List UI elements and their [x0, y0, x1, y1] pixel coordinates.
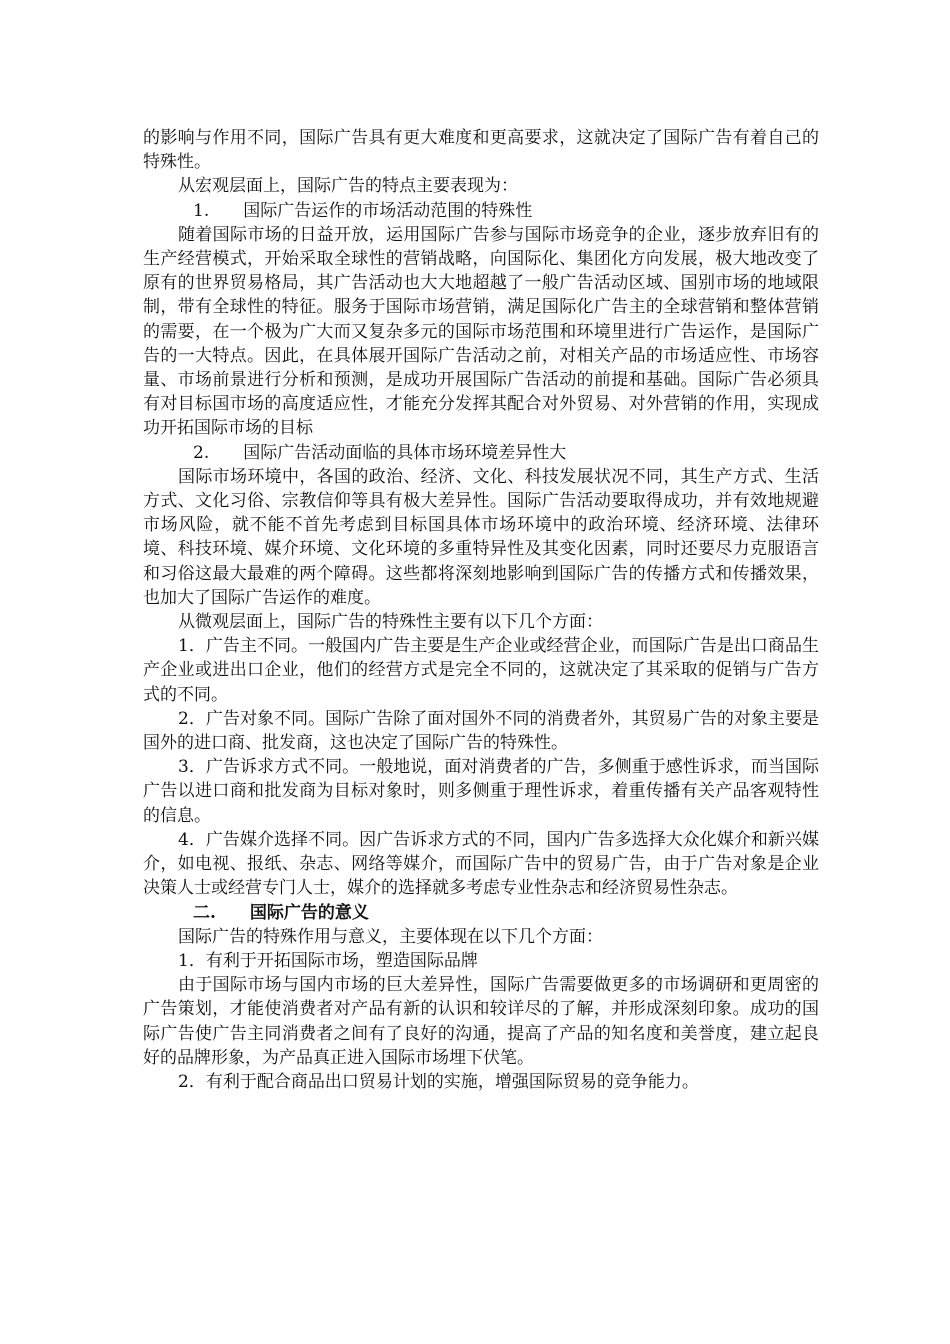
paragraph: 国际市场环境中，各国的政治、经济、文化、科技发展状况不同，其生产方式、生活方式、文化习俗、宗教信仰等具有极大差异性。国际广告活动要取得成功，并有效地规避市场风险，就不能不首先考虑到目标国具体市场环境中的政治环境、经济环境、法律环境、科技环境、媒介环境、文化环境的多重特异性及其变化因素，同时还要尽力克服语言和习俗这最大最难的两个障碍。这些都将深刻地影响到国际广告的传播方式和传播效果，也加大了国际广告运作的难度。 — [143, 466, 819, 608]
paragraph: 由于国际市场与国内市场的巨大差异性，国际广告需要做更多的市场调研和更周密的广告策划，才能使消费者对产品有新的认识和较详尽的了解，并形成深刻印象。成功的国际广告使广告主同消费者之间有了良好的沟通，提高了产品的知名度和美誉度，建立起良好的品牌形象，为产品真正进入国际市场埋下伏笔。 — [143, 975, 819, 1068]
list-item: 3．广告诉求方式不同。一般地说，面对消费者的广告，多侧重于感性诉求，而当国际广告以进口商和批发商为目标对象时，则多侧重于理性诉求，着重传播有关产品客观特性的信息。 — [143, 757, 819, 826]
document-body — [143, 126, 819, 1094]
list-item: 1．有利于开拓国际市场，塑造国际品牌 — [178, 950, 478, 971]
paragraph: 国际广告的特殊作用与意义，主要体现在以下几个方面： — [178, 926, 603, 947]
paragraph: 的影响与作用不同，国际广告具有更大难度和更高要求，这就决定了国际广告有着自己的特殊性。 — [143, 128, 819, 173]
paragraph: 随着国际市场的日益开放，运用国际广告参与国际市场竞争的企业，逐步放弃旧有的生产经营模式，开始采取全球性的营销战略，向国际化、集团化方向发展，极大地改变了原有的世界贸易格局，其广告活动也大大地超越了一般广告活动区域、国别市场的地域限制，带有全球性的特征。服务于国际市场营销，满足国际化广告主的全球营销和整体营销的需要，在一个极为广大而又复杂多元的国际市场范围和环境里进行广告运作，是国际广告的一大特点。因此，在具体展开国际广告活动之前，对相关产品的市场适应性、市场容量、市场前景进行分析和预测，是成功开展国际广告活动的前提和基础。国际广告必须具有对目标国市场的高度适应性，才能充分发挥其配合对外贸易、对外营销的作用，实现成功开拓国际市场的目标 — [143, 224, 819, 439]
list-item: 2．有利于配合商品出口贸易计划的实施，增强国际贸易的竞争能力。 — [178, 1071, 699, 1092]
list-item: 2．广告对象不同。国际广告除了面对国外不同的消费者外，其贸易广告的对象主要是国外的进口商、批发商，这也决定了国际广告的特殊性。 — [143, 708, 819, 754]
list-item: 1．广告主不同。一般国内广告主要是生产企业或经营企业，而国际广告是出口商品生产企业或进出口企业，他们的经营方式是完全不同的，这就决定了其采取的促销与广告方式的不同。 — [143, 636, 819, 705]
paragraph: 从宏观层面上，国际广告的特点主要表现为： — [178, 176, 518, 197]
chapter-heading: 二. 国际广告的意义 — [193, 902, 369, 923]
list-item: 4．广告媒介选择不同。因广告诉求方式的不同，国内广告多选择大众化媒介和新兴媒介，如电视、报纸、杂志、网络等媒介，而国际广告中的贸易广告，由于广告对象是企业决策人士或经营专门人士，媒介的选择就多考虑专业性杂志和经济贸易性杂志。 — [143, 829, 819, 899]
section-heading: 2. 国际广告活动面临的具体市场环境差异性大 — [193, 442, 567, 463]
paragraph: 从微观层面上，国际广告的特殊性主要有以下几个方面： — [178, 612, 603, 633]
section-heading: 1. 国际广告运作的市场活动范围的特殊性 — [193, 200, 533, 221]
